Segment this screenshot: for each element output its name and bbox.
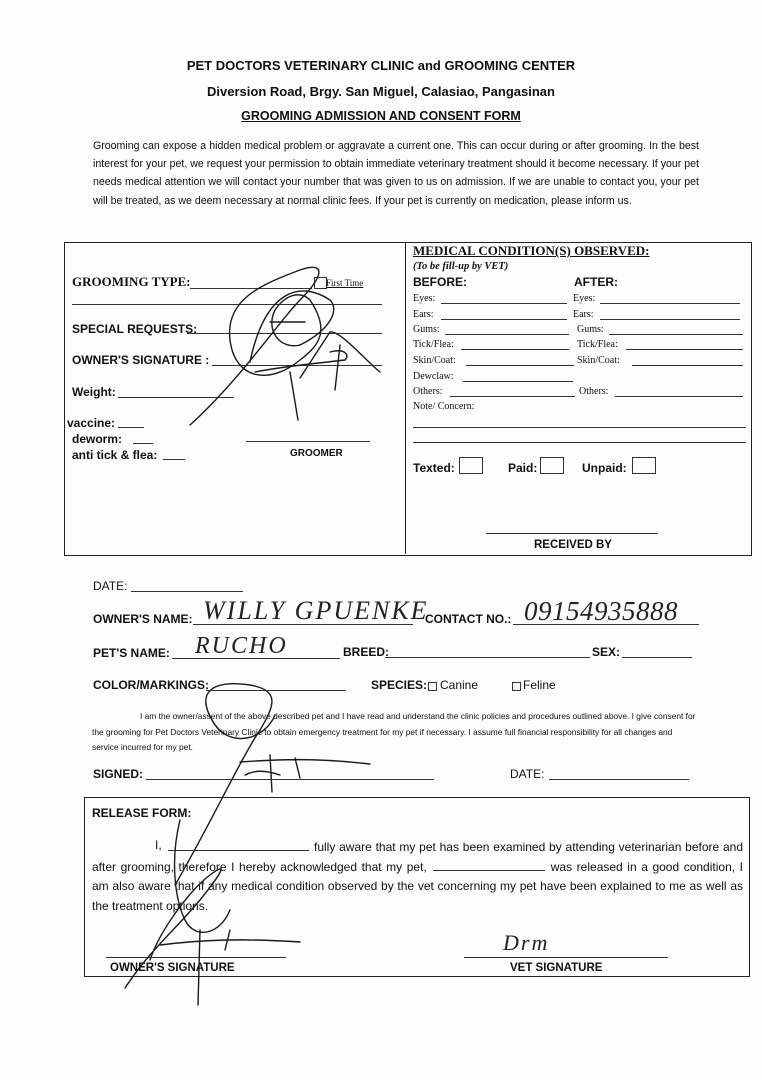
release-owner-sig-label: OWNER'S SIGNATURE [110,962,235,974]
received-by-label: RECEIVED BY [534,539,612,551]
canine-label: Canine [440,678,479,692]
grooming-type-label: GROOMING TYPE: [72,274,191,289]
after-others-label: Others: [579,386,609,397]
groomer-signature-field[interactable] [246,441,370,442]
deworm-field[interactable] [133,443,153,444]
before-tickflea-field[interactable] [461,349,569,350]
owner-name-field [193,624,413,625]
paid-checkbox[interactable] [540,457,564,474]
grooming-type-field[interactable] [190,288,312,289]
release-owner-sig-field[interactable] [106,957,286,958]
owner-signature-field[interactable] [212,365,382,366]
signature-scribble-5 [240,755,370,792]
release-text-1: fully aware that my pet has been examined by attending veterinarian before and after grooming, therefore I hereby acknowledged that my pet, [92,840,743,874]
special-requests-field[interactable] [187,333,382,334]
before-gums-field[interactable] [445,334,569,335]
paid-label: Paid: [508,461,538,475]
pet-name-value[interactable]: RUCHO [195,633,288,659]
contact-field [513,624,699,625]
vaccine-label: vaccine: [67,416,116,430]
before-skincoat-label: Skin/Coat: [413,355,456,366]
texted-checkbox[interactable] [459,457,483,474]
after-skincoat-label: Skin/Coat: [577,355,620,366]
note-line-1[interactable] [413,427,746,428]
anti-tick-field[interactable] [163,459,185,460]
owner-name-value[interactable]: WILLY GPUENKE [203,596,429,625]
before-others-field[interactable] [450,396,575,397]
contact-value[interactable]: 09154935888 [524,596,678,626]
feline-label: Feline [523,678,556,692]
vaccine-field[interactable] [118,427,144,428]
pet-name-label: PET'S NAME: [93,646,170,660]
release-i-label: I, [155,838,162,852]
sex-label: SEX: [592,645,621,659]
sex-field[interactable] [622,657,692,658]
after-others-field[interactable] [615,396,743,397]
feline-checkbox[interactable] [512,682,521,691]
release-text-2: was released in a good condition, I am also aware that if any medical condition observed by the vet concerning my pet have been explained to me as well as the treatment options. [92,859,743,913]
after-skincoat-field[interactable] [632,365,743,366]
vet-signature-value: Drm [503,930,550,955]
before-dewclaw-field[interactable] [463,381,573,382]
before-tickflea-label: Tick/Flea: [413,339,454,350]
color-markings-field[interactable] [206,690,346,691]
intro-paragraph: Grooming can expose a hidden medical problem or aggravate a current one. This can occur during or after grooming. In the best interest for your pet, we request your permission to obtain immediate veterinary treatment should it become necessary. If your pet needs medical attention we will contact your number that was given to us on admission. If we are unable to contact you, your pet will be treated, as we deem necessary at normal clinic fees. If your pet is currently on medication, please inform us. [93,140,699,207]
canine-checkbox[interactable] [428,682,437,691]
clinic-name: PET DOCTORS VETERINARY CLINIC and GROOMING CENTER [186,58,576,73]
box-divider [405,243,406,554]
release-pet-blank[interactable] [433,859,545,871]
groomer-label: GROOMER [290,448,343,459]
medical-subtitle: (To be fill-up by VET) [413,261,509,272]
before-dewclaw-label: Dewclaw: [413,371,454,382]
special-requests-label: SPECIAL REQUESTS: [72,322,198,336]
release-title: RELEASE FORM: [92,806,192,820]
before-label: BEFORE: [413,275,467,289]
contact-label: CONTACT NO.: [425,612,512,626]
pet-name-field [172,658,340,659]
release-text [92,838,743,916]
before-gums-label: Gums: [413,324,440,335]
after-tickflea-label: Tick/Flea: [577,339,618,350]
texted-label: Texted: [413,461,455,475]
consent-paragraph: I am the owner/assent of the above described pet and I have read and understand the clinic policies and procedures outlined above. I give consent for the grooming for Pet Doctors Veterinary Clinic to obtain emergency treatment for my pet if necessary. I assume full financial responsibility for all changes and service incurred for my pet. [92,711,696,752]
species-label: SPECIES: [371,678,428,692]
before-others-label: Others: [413,386,443,397]
grooming-type-line-2[interactable] [72,304,382,305]
after-tickflea-field[interactable] [626,349,743,350]
anti-tick-label: anti tick & flea: [72,448,158,462]
after-gums-field[interactable] [609,334,743,335]
weight-field[interactable] [118,397,234,398]
note-concern-label: Note/ Concern: [413,401,475,412]
vet-sig-field[interactable] [464,957,668,958]
deworm-label: deworm: [72,432,123,446]
date2-field[interactable] [549,779,689,780]
clinic-address: Diversion Road, Brgy. San Miguel, Calasiao, Pangasinan [207,84,555,99]
before-skincoat-field[interactable] [466,365,574,366]
after-ears-field[interactable] [600,319,740,320]
date2-label: DATE: [510,767,545,781]
first-time-label: First Time [326,278,364,288]
date-label: DATE: [93,579,128,593]
date-field[interactable] [131,591,243,592]
before-eyes-label: Eyes: [413,293,436,304]
after-gums-label: Gums: [577,324,604,335]
unpaid-checkbox[interactable] [632,457,656,474]
breed-field[interactable] [385,657,590,658]
signed-field[interactable] [146,779,434,780]
vet-sig-label: VET SIGNATURE [510,962,603,974]
color-markings-label: COLOR/MARKINGS: [93,678,209,692]
before-ears-label: Ears: [413,309,434,320]
unpaid-label: Unpaid: [582,461,627,475]
after-eyes-label: Eyes: [573,293,596,304]
after-label: AFTER: [574,275,618,289]
after-ears-label: Ears: [573,309,594,320]
breed-label: BREED: [343,645,390,659]
weight-label: Weight: [72,385,116,399]
form-title: GROOMING ADMISSION AND CONSENT FORM [241,109,521,123]
before-ears-field[interactable] [441,319,567,320]
signed-label: SIGNED: [93,767,144,781]
medical-title: MEDICAL CONDITION(S) OBSERVED: [413,243,650,258]
owner-name-label: OWNER'S NAME: [93,612,193,626]
received-by-field[interactable] [486,533,658,534]
note-line-2[interactable] [413,442,746,443]
before-eyes-field[interactable] [441,303,567,304]
after-eyes-field[interactable] [600,303,740,304]
owner-signature-label: OWNER'S SIGNATURE : [72,353,210,367]
